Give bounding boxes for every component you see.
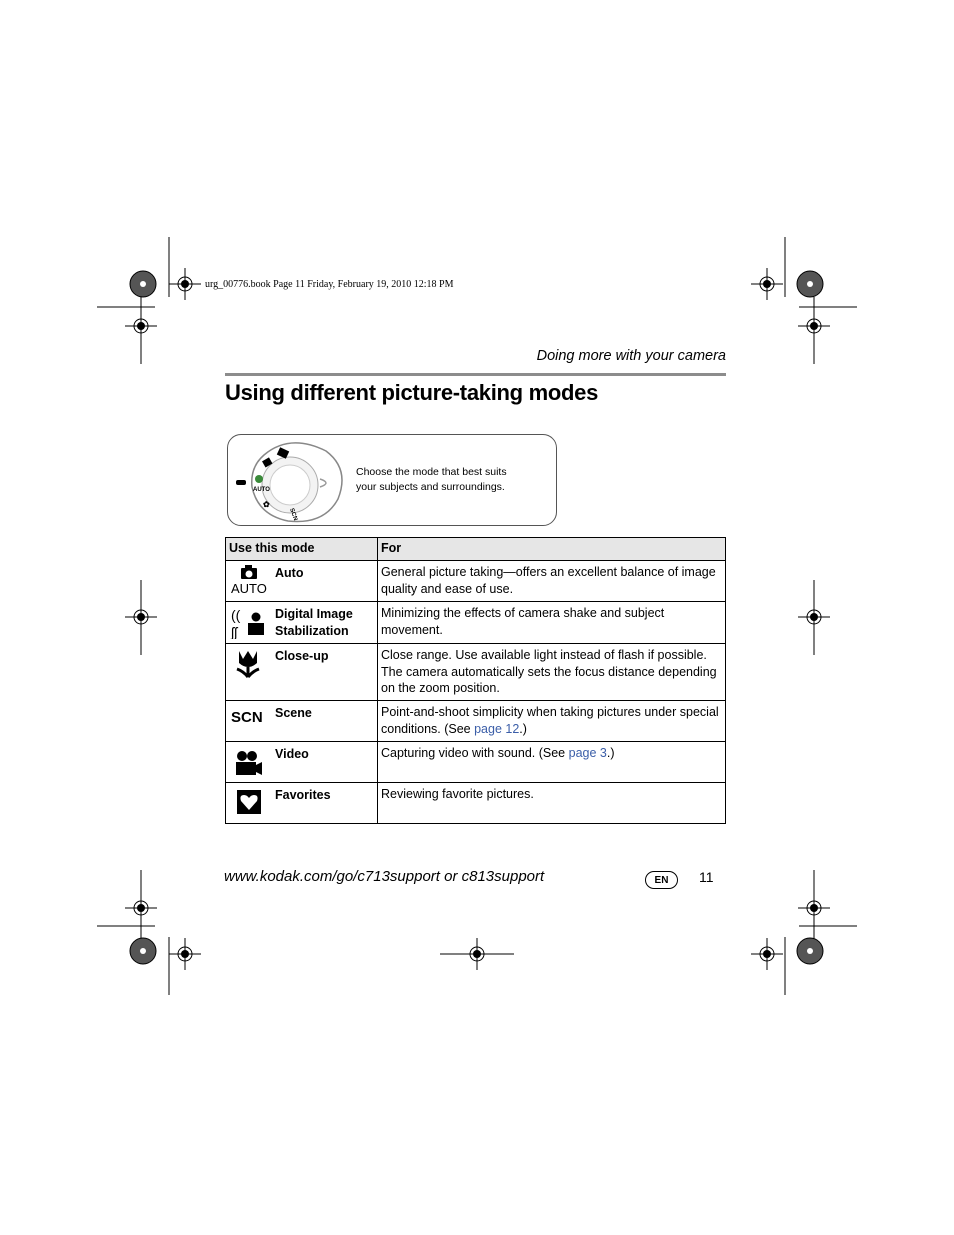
dial-caption (356, 465, 536, 495)
language-badge: EN (645, 871, 678, 889)
table-row (226, 561, 726, 602)
auto-icon-text: AUTO (231, 581, 267, 594)
desc-video-text: Capturing video with sound. (See (381, 746, 569, 760)
scn-icon (229, 704, 267, 738)
page-title: Using different picture-taking modes (225, 380, 599, 405)
mode-dis-line1: Digital Image (275, 607, 353, 621)
dial-auto-label: AUTO (253, 487, 270, 493)
table-row (226, 602, 726, 644)
scn-icon-text: SCN (231, 709, 263, 726)
stabilization-icon (229, 605, 267, 639)
desc-auto: General picture taking—offers an excellent balance of image quality and ease of use. (378, 561, 726, 602)
dial-caption-line2: your subjects and surroundings. (356, 481, 505, 493)
flower-closeup-icon (229, 647, 267, 681)
header-use-this-mode: Use this mode (226, 538, 378, 561)
desc-scene-end: .) (519, 721, 527, 736)
dial-caption-line1: Choose the mode that best suits (356, 466, 507, 478)
mode-dial-icon (228, 435, 353, 525)
desc-closeup: Close range. Use available light instead of flash if possible. The camera automatically sets the focus distance depending on the zoom position. (378, 644, 726, 701)
desc-video (378, 742, 726, 783)
mode-dial-callout (227, 434, 557, 526)
mode-video: Video (275, 747, 309, 761)
table-row (226, 644, 726, 701)
svg-text:✿: ✿ (263, 500, 270, 509)
desc-favorites: Reviewing favorite pictures. (378, 783, 726, 824)
table-row (226, 783, 726, 824)
mode-closeup: Close-up (275, 649, 329, 663)
header-for: For (378, 538, 726, 561)
header-rule (225, 373, 726, 376)
link-page-3[interactable]: page 3 (568, 746, 607, 760)
desc-scene (378, 701, 726, 742)
desc-stabilization: Minimizing the effects of camera shake and subject movement. (378, 602, 726, 644)
footer-url: www.kodak.com/go/c713support or c813support (224, 868, 545, 885)
mode-scene: Scene (275, 706, 312, 720)
running-head: Doing more with your camera (536, 348, 726, 364)
mode-favorites: Favorites (275, 788, 331, 802)
link-page-12[interactable]: page 12 (474, 721, 520, 736)
modes-table (225, 537, 726, 824)
page-number: 11 (699, 869, 714, 885)
svg-text:((: (( (231, 607, 241, 623)
auto-camera-icon (229, 564, 267, 598)
desc-video-end: .) (606, 746, 615, 760)
print-slug: urg_00776.book Page 11 Friday, February 19, 2010 12:18 PM (205, 279, 454, 290)
mode-dis-line2: Stabilization (275, 624, 349, 638)
video-camera-icon (229, 745, 267, 779)
table-row (226, 742, 726, 783)
desc-scene-text: Point-and-shoot simplicity when taking pictures under special conditions. (See (381, 705, 719, 736)
favorites-heart-icon (229, 786, 267, 820)
mode-auto: Auto (275, 566, 304, 580)
table-row (226, 701, 726, 742)
table-header-row (226, 538, 726, 561)
dial-scn-label: SCN (288, 507, 299, 522)
svg-text:ʃʃ: ʃʃ (231, 624, 238, 639)
